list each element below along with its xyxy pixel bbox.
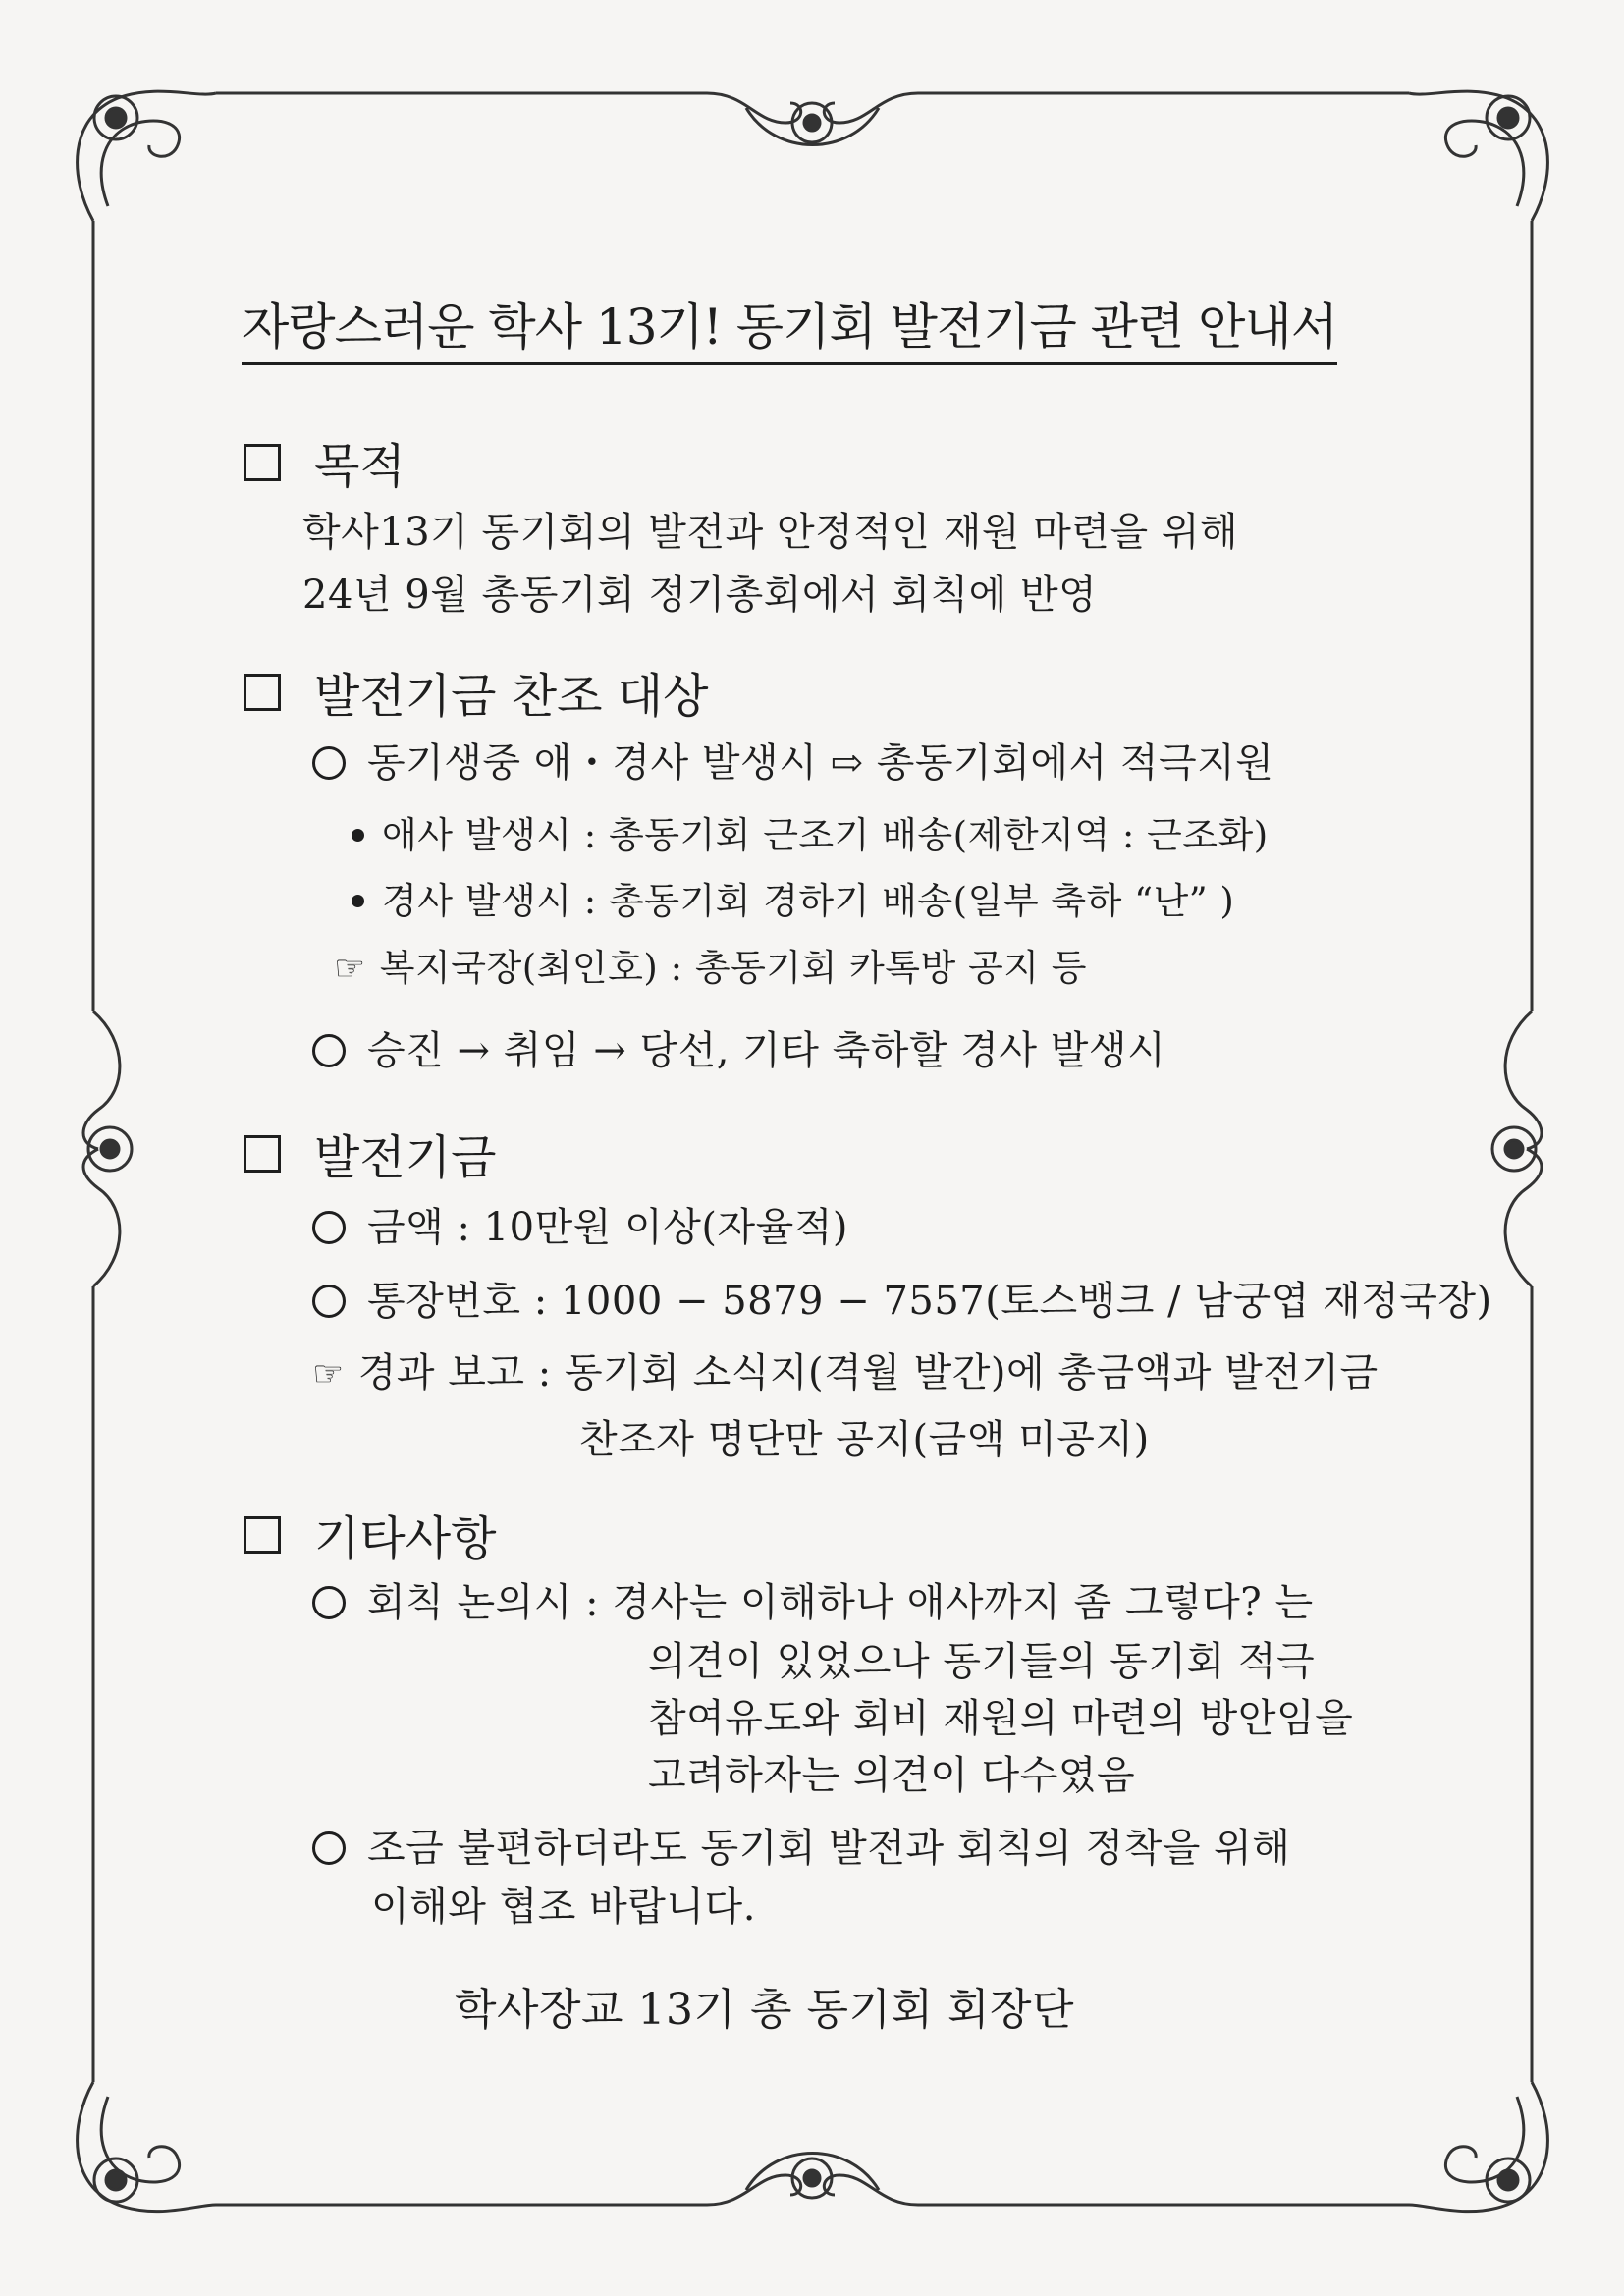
section-purpose-heading	[244, 428, 406, 496]
circle-icon	[312, 1211, 346, 1244]
section-title: 발전기금 찬조 대상	[314, 669, 709, 724]
target-item-1: 동기생중 애・경사 발생시 ⇨ 총동기회에서 적극지원	[312, 732, 1273, 788]
square-box-icon	[244, 1516, 281, 1554]
pointing-hand-icon: ☞	[312, 1354, 345, 1394]
etc-opinion-line-2: 의견이 있었으나 동기들의 동기회 적극	[648, 1639, 1316, 1684]
square-box-icon	[244, 444, 281, 481]
pointing-hand-icon: ☞	[334, 949, 366, 989]
page-title: 자랑스러운 학사 13기! 동기회 발전기금 관련 안내서	[242, 288, 1337, 365]
etc-request-line-1: 조금 불편하더라도 동기회 발전과 회칙의 정착을 위해	[312, 1817, 1290, 1873]
section-target-heading	[244, 658, 708, 726]
circle-icon	[312, 1831, 346, 1865]
target-bullet-2: 경사 발생시 : 총동기회 경하기 배송(일부 축하 “난” )	[352, 871, 1234, 924]
target-item-2: 승진 → 취임 → 당선, 기타 축하할 경사 발생시	[312, 1019, 1165, 1075]
fund-account: 통장번호 : 1000 − 5879 − 7557(토스뱅크 / 남궁엽 재정국장)	[312, 1270, 1492, 1326]
section-title: 목적	[314, 439, 406, 494]
bullet-dot-icon	[352, 895, 364, 907]
fund-report-line-2: 찬조자 명단만 공지(금액 미공지)	[579, 1417, 1150, 1462]
section-title: 발전기금	[314, 1130, 497, 1185]
fund-amount: 금액 : 10만원 이상(자율적)	[312, 1196, 848, 1252]
section-title: 기타사항	[314, 1511, 497, 1566]
fund-report-line-1: ☞ 경과 보고 : 동기회 소식지(격월 발간)에 총금액과 발전기금	[312, 1350, 1379, 1395]
square-box-icon	[244, 674, 281, 711]
bullet-dot-icon	[352, 829, 364, 842]
circle-icon	[312, 1034, 346, 1067]
etc-opinion-line-3: 참여유도와 회비 재원의 마련의 방안임을	[648, 1696, 1354, 1741]
etc-opinion-line-4: 고려하자는 의견이 다수였음	[648, 1753, 1136, 1798]
purpose-line-1: 학사13기 동기회의 발전과 안정적인 재원 마련을 위해	[302, 510, 1239, 555]
section-fund-heading	[244, 1120, 496, 1187]
circle-icon	[312, 1586, 346, 1619]
target-bullet-1: 애사 발생시 : 총동기회 근조기 배송(제한지역 : 근조화)	[352, 805, 1269, 858]
circle-icon	[312, 746, 346, 780]
signature-footer: 학사장교 13기 총 동기회 회장단	[455, 1985, 1074, 2035]
etc-request-line-2: 이해와 협조 바랍니다.	[371, 1885, 756, 1930]
etc-opinion-line-1: 회칙 논의시 : 경사는 이해하나 애사까지 좀 그렇다? 는	[312, 1571, 1314, 1627]
target-note: ☞ 복지국장(최인호) : 총동기회 카톡방 공지 등	[334, 947, 1088, 989]
section-etc-heading	[244, 1501, 496, 1568]
circle-icon	[312, 1285, 346, 1318]
purpose-line-2: 24년 9월 총동기회 정기총회에서 회칙에 반영	[302, 573, 1098, 618]
square-box-icon	[244, 1135, 281, 1173]
